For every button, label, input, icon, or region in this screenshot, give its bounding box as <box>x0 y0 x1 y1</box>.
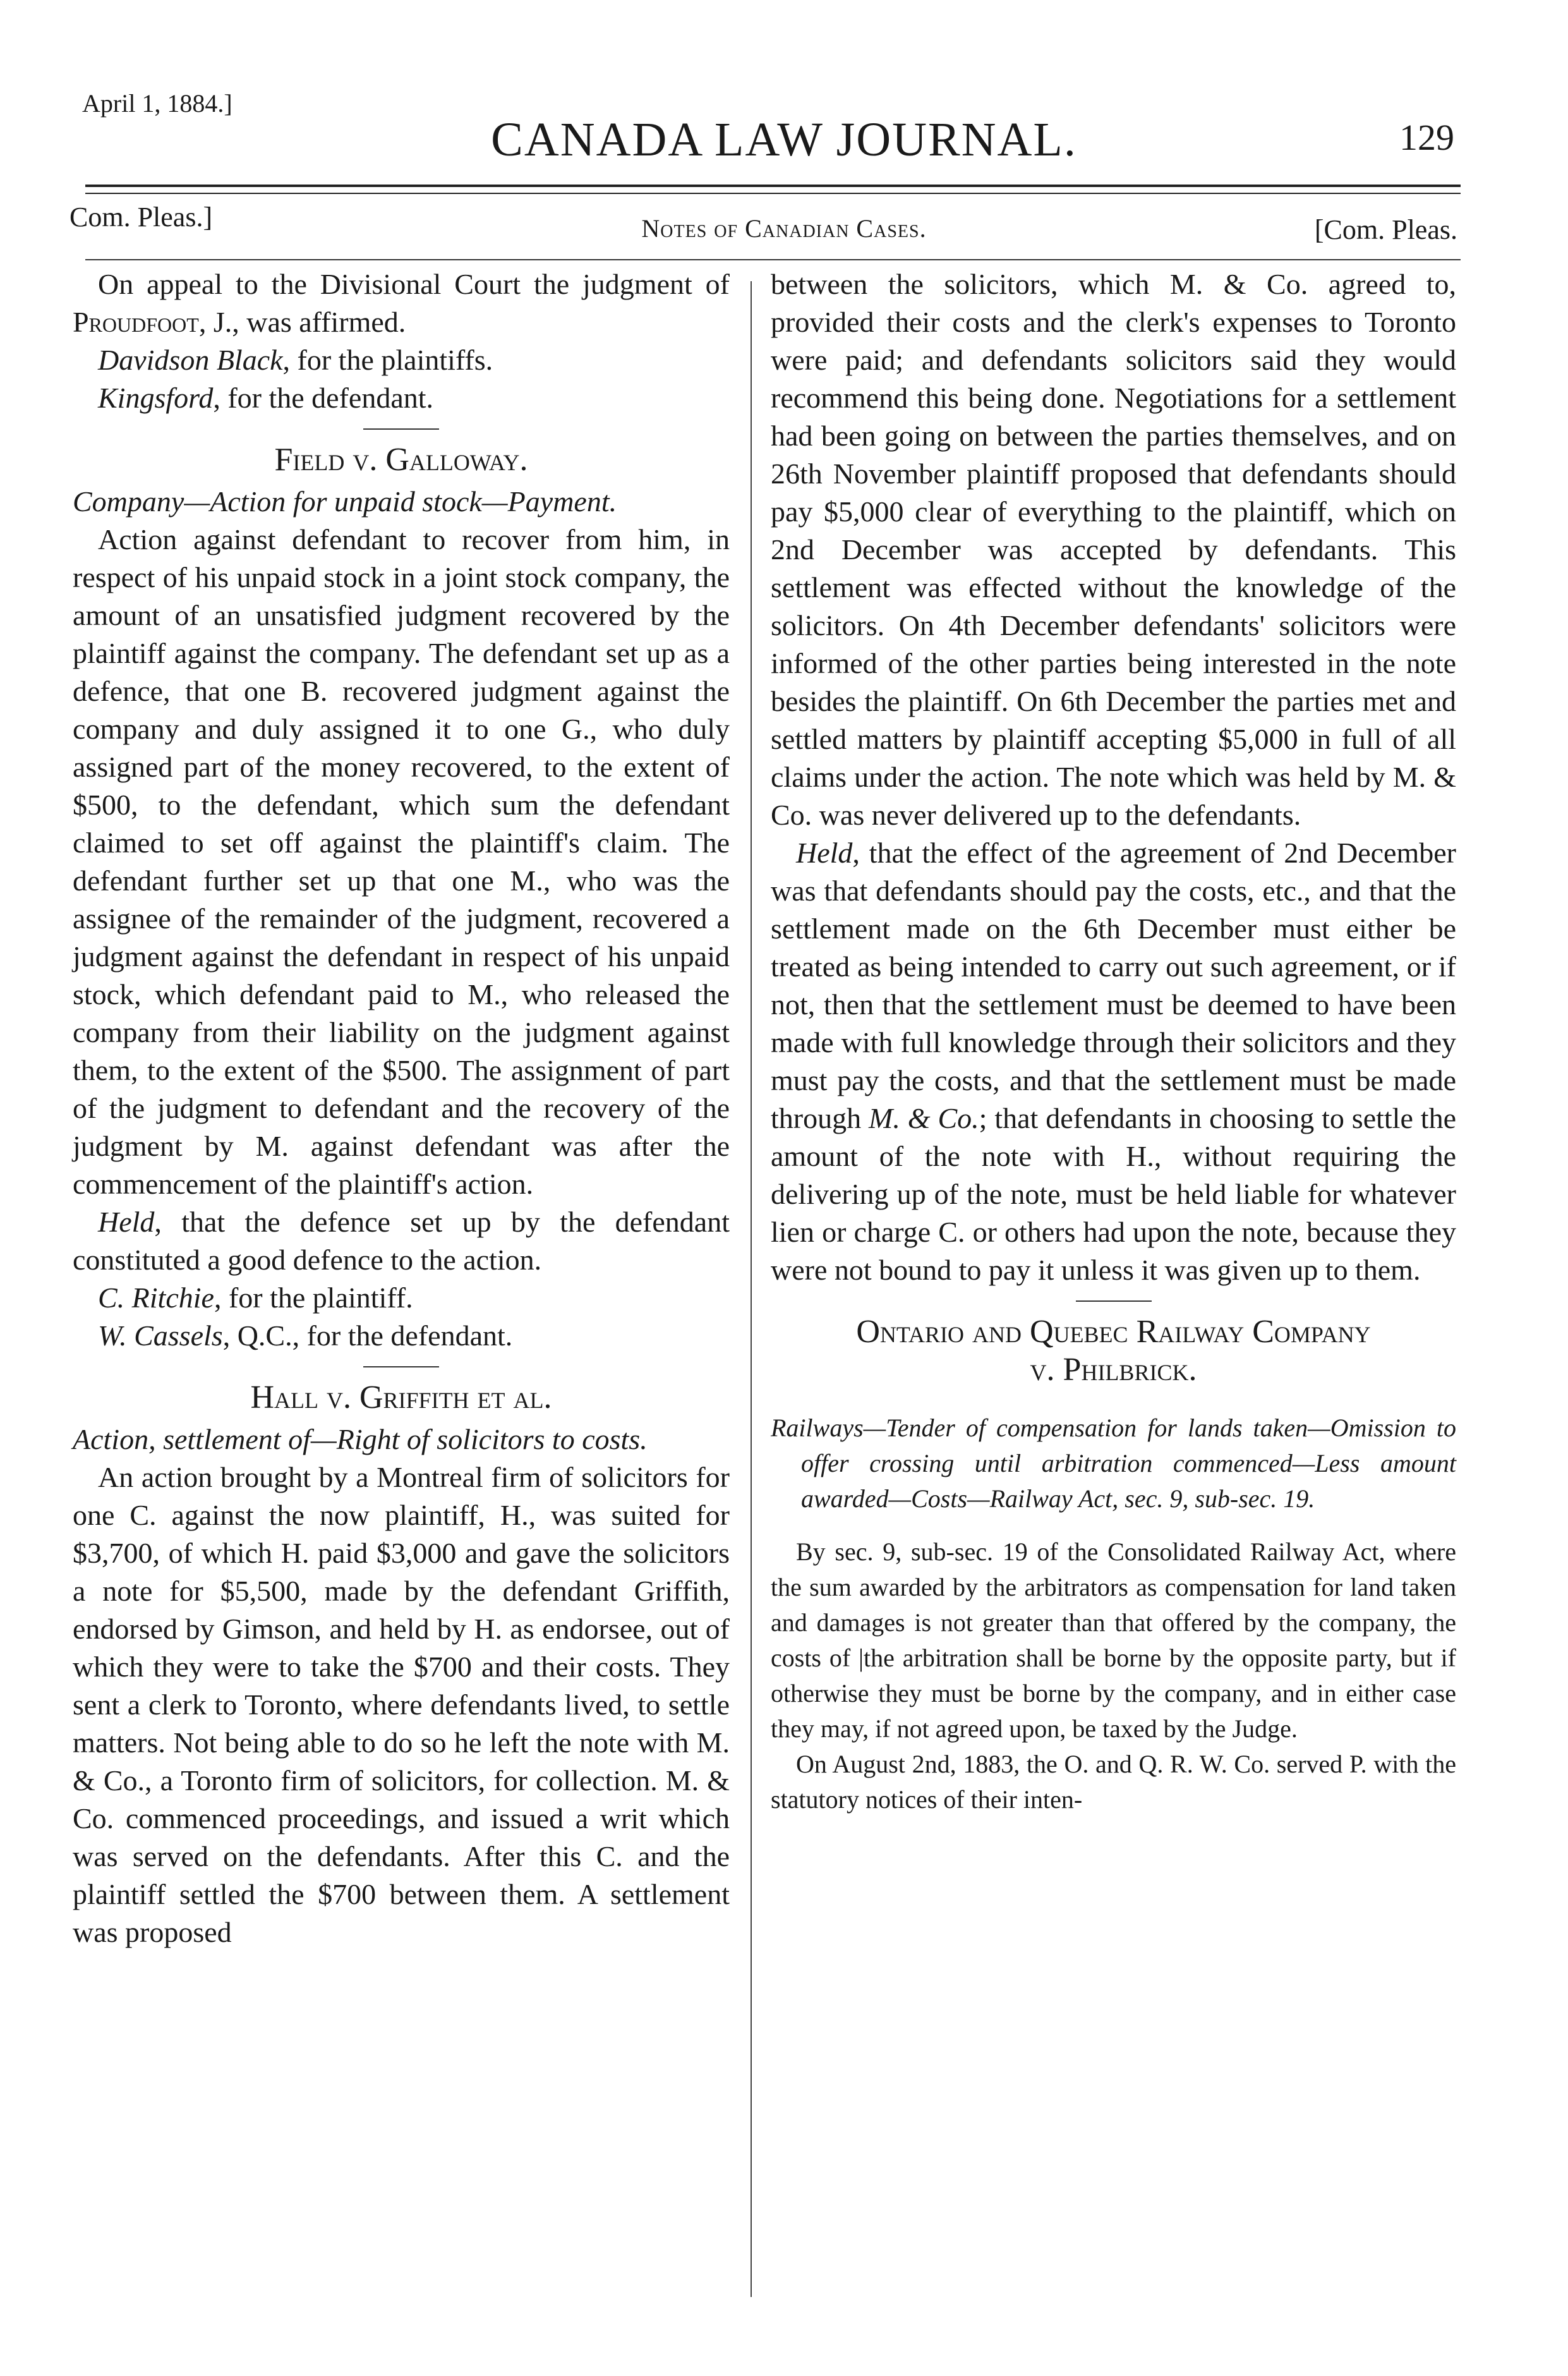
journal-title: CANADA LAW JOURNAL. <box>491 113 1077 166</box>
case-separator <box>363 428 439 430</box>
header-rule-thick <box>85 185 1461 187</box>
case-body: Action against defendant to recover from him, in respect of his unpaid stock in a joint stock company, the amount of an unsatisfied judgment recovered by the plaintiff against the company. The defendant set up as a defence, that one B. recovered judgment against the company and duly assigned it to one G., who duly assigned part of the money recovered, to the extent of $500, to the defendant, which sum the defendant claimed to set off against the plaintiff's claim. The defendant further set up that one M., who was the assignee of the remainder of the judgment, recovered a judgment against the defendant in respect of his unpaid stock, which defendant paid to M., who released the company from their liability on the judgment against them, to the extent of the $500. The assignment of part of the judgment to defendant and the recovery of the judgment by M. against defendant was after the commencement of the plaintiff's action. <box>73 523 730 1200</box>
case-headnote: Action, settlement of—Right of solicitors to costs. <box>73 1423 648 1455</box>
case-held: Held, that the defence set up by the defendant constituted a good defence to the action. <box>73 1206 730 1276</box>
section-left: Com. Pleas.] <box>69 202 213 233</box>
page-number: 129 <box>1399 117 1454 158</box>
case-headnote: Company—Action for unpaid stock—Payment. <box>73 485 617 518</box>
case-held: Held, that the effect of the agreement of 2nd December was that defendants should pay the costs, etc., and that the settlement made on the 6th December must either be treated as being intended to carry out such agreement, or if not, then that the settlement must be deemed to have been made with full knowledge through their solicitors and they must pay the costs, and that the settlement must be made through M. & Co.; that defendants in choosing to settle the amount of the note with H., without requiring the delivering up of the note, must be held liable for whatever lien or charge C. or others had upon the note, because they were not bound to pay it unless it was given up to them. <box>771 837 1456 1286</box>
spacer <box>771 1517 1456 1534</box>
left-column <box>73 265 730 1951</box>
case-counsel-plaintiff: C. Ritchie, for the plaintiff. <box>98 1282 413 1314</box>
intro-paragraph: On appeal to the Divisional Court the judgment of Proudfoot, J., was affirmed. <box>73 268 730 338</box>
right-column <box>771 265 1456 1817</box>
case-title-ontario-quebec-railway-line2: v. Philbrick. <box>1030 1352 1197 1388</box>
section-center: Notes of Canadian Cases. <box>641 214 927 243</box>
column-divider <box>751 281 752 2297</box>
subheader-rule <box>85 259 1461 260</box>
case-separator <box>363 1366 439 1367</box>
case-title-hall-v-griffith: Hall v. Griffith et al. <box>250 1379 552 1415</box>
case-body: An action brought by a Montreal firm of solicitors for one C. against the now plaintiff, H., was suited for $3,700, of which H. paid $3,000 and gave the solicitors a note for $5,500, made by the defendant Griffith, endorsed by Gimson, and held by H. as endorsee, out of which they were to take the $700 and their costs. They sent a clerk to Toronto, where defendants lived, to settle matters. Not being able to do so he left the note with M. & Co., a Toronto firm of solicitors, for collection. M. & Co. commenced proceedings, and issued a writ which was served on the defendants. After this C. and the plaintiff settled the $700 between them. A settlement was proposed <box>73 1461 730 1948</box>
issue-date: April 1, 1884.] <box>82 89 232 118</box>
intro-counsel-defendant: Kingsford, for the defendant. <box>98 382 434 414</box>
section-right: [Com. Pleas. <box>1314 214 1457 245</box>
case-headnote: Railways—Tender of compensation for lands taken—Omission to offer crossing until arbitration commenced—Less amount awarded—Costs—Railway Act, sec. 9, sub-sec. 19. <box>771 1414 1456 1513</box>
case-title-field-v-galloway: Field v. Galloway. <box>274 442 528 478</box>
header-rule-thin <box>85 193 1461 194</box>
intro-counsel-plaintiffs: Davidson Black, for the plaintiffs. <box>98 344 493 376</box>
case-counsel-defendant: W. Cassels, Q.C., for the defendant. <box>98 1319 513 1352</box>
case-title-ontario-quebec-railway: Ontario and Quebec Railway Company <box>856 1314 1371 1350</box>
case-body: By sec. 9, sub-sec. 19 of the Consolidated Railway Act, where the sum awarded by the arbitrators as compensation for land taken and damages is not greater than that offered by the company, the costs of |the arbitration shall be borne by the opposite party, but if otherwise they must be borne by the company, and in either case they may, if not agreed upon, be taxed by the Judge. <box>771 1537 1456 1743</box>
spacer <box>771 1393 1456 1410</box>
case-body-continuation: between the solicitors, which M. & Co. agreed to, provided their costs and the clerk's expenses to Toronto were paid; and defendants solicitors said they would recommend this being done. Negotiations for a settlement had been going on between the parties themselves, and on 26th November plaintiff proposed that defendants should pay $5,000 clear of everything to the plaintiff, which on 2nd December was accepted by defendants. This settlement was effected without the knowledge of the solicitors. On 4th December defendants' solicitors were informed of the other parties being interested in the note besides the plaintiff. On 6th December the parties met and settled matters by plaintiff accepting $5,000 in full of all claims under the action. The note which was held by M. & Co. was never delivered up to the defendants. <box>771 268 1456 831</box>
case-separator <box>1076 1300 1152 1302</box>
case-body: On August 2nd, 1883, the O. and Q. R. W. Co. served P. with the statutory notices of their inten- <box>771 1750 1456 1814</box>
